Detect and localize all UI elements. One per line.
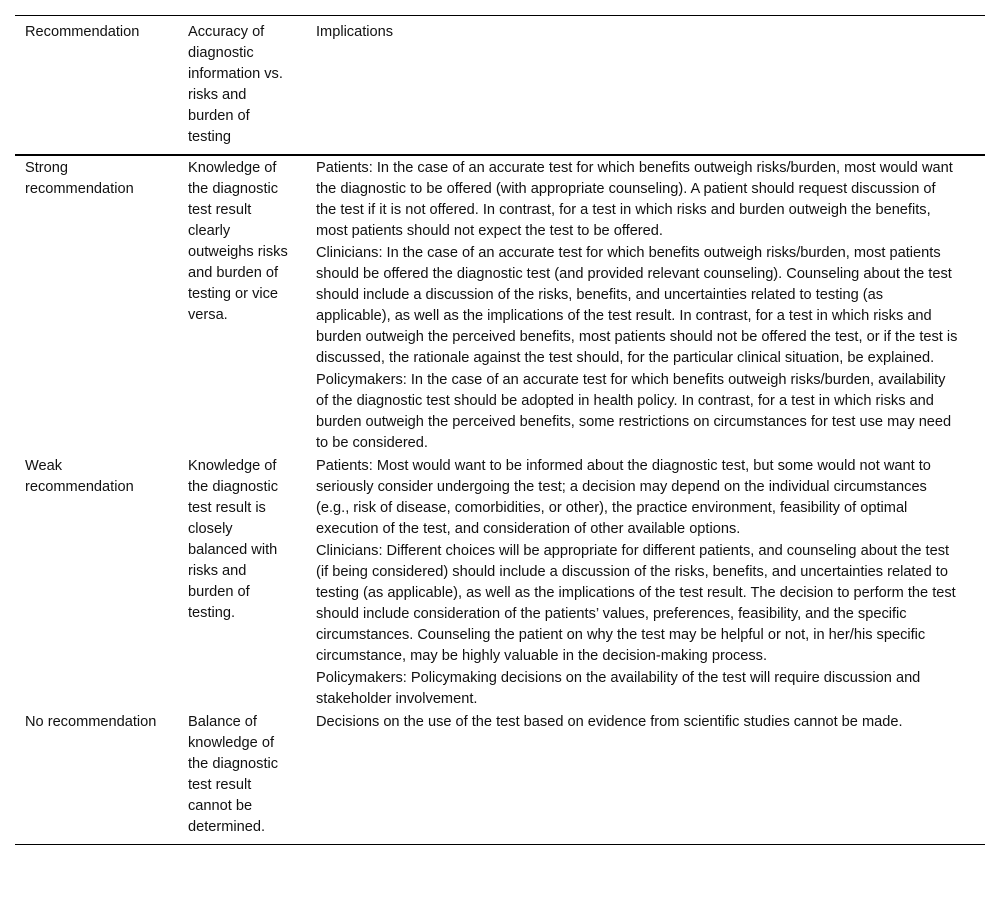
implication-clinicians: Clinicians: In the case of an accurate test for which benefits outweigh risks/burden, most patients should be offered the diagnostic test (and provided relevant counseling). Counseling about the test should include a discussion of the risks, benefits, and uncertainties related to testing (as applicable), as well as the implications of the test result. In contrast, for a test in which risks and burden outweigh the perceived benefits, most patients should not be offered the test, or if the test is discussed, the rationale against the test should, for the particular clinical situation, be explained. <box>316 245 958 366</box>
implication-policymakers: Policymakers: In the case of an accurate test for which benefits outweigh risks/burden, availability of the diagnostic test should be adopted in health policy. In contrast, for a test in which risks and burden outweigh the perceived benefits, some restrictions on circumstances for test use may need to be considered. <box>316 372 952 451</box>
table-row <box>15 710 985 845</box>
implication-patients: Patients: Most would want to be informed about the diagnostic test, but some would not want to seriously consider undergoing the test; a decision may depend on the individual circumstances (e.g., risk of disease, comorbidities, or other), the practice environment, feasibility of optimal execution of the test, and consideration of other available options. <box>316 458 931 537</box>
table-header <box>15 16 985 156</box>
accuracy-cell: Knowledge of the diagnostic test result clearly outweighs risks and burden of testing or vice versa. <box>188 160 288 323</box>
implication-clinicians: Clinicians: Different choices will be appropriate for different patients, and counseling about the test (if being considered) should include a discussion of the risks, benefits, and uncertainties related to testing (as applicable), as well as the implications of the test result. The decision to perform the test should include consideration of the patients’ values, preferences, feasibility, and the specific circumstances. Counseling the patient on why the test may be helpful or not, in her/his specific circumstance, may be highly valuable in the decision-making process. <box>316 543 956 664</box>
table-body <box>15 155 985 845</box>
header-accuracy: Accuracy of diagnostic information vs. risks and burden of testing <box>188 24 283 145</box>
header-row <box>15 16 985 156</box>
accuracy-cell: Knowledge of the diagnostic test result is closely balanced with risks and burden of testing. <box>188 458 279 621</box>
recommendation-cell: Strong recommendation <box>25 160 134 197</box>
implication-decision: Decisions on the use of the test based on evidence from scientific studies cannot be made. <box>316 714 903 730</box>
implication-patients: Patients: In the case of an accurate test for which benefits outweigh risks/burden, most would want the diagnostic to be offered (with appropriate counseling). A patient should request discussion of the test if it is not offered. In contrast, for a test in which risks and burden outweigh the benefits, most patients should not expect the test to be offered. <box>316 160 953 239</box>
header-implications: Implications <box>316 24 394 40</box>
implication-policymakers: Policymakers: Policymaking decisions on the availability of the test will require discussion and stakeholder involvement. <box>316 670 921 707</box>
recommendations-table <box>15 15 985 845</box>
implications-cell <box>306 454 985 710</box>
implications-cell <box>306 710 985 845</box>
table-row <box>15 454 985 710</box>
header-recommendation: Recommendation <box>25 24 140 40</box>
accuracy-cell: Balance of knowledge of the diagnostic test result cannot be determined. <box>188 714 279 835</box>
table-row <box>15 155 985 454</box>
recommendation-cell: No recommendation <box>25 714 157 730</box>
implications-cell <box>306 155 985 454</box>
recommendation-cell: Weak recommendation <box>25 458 134 495</box>
